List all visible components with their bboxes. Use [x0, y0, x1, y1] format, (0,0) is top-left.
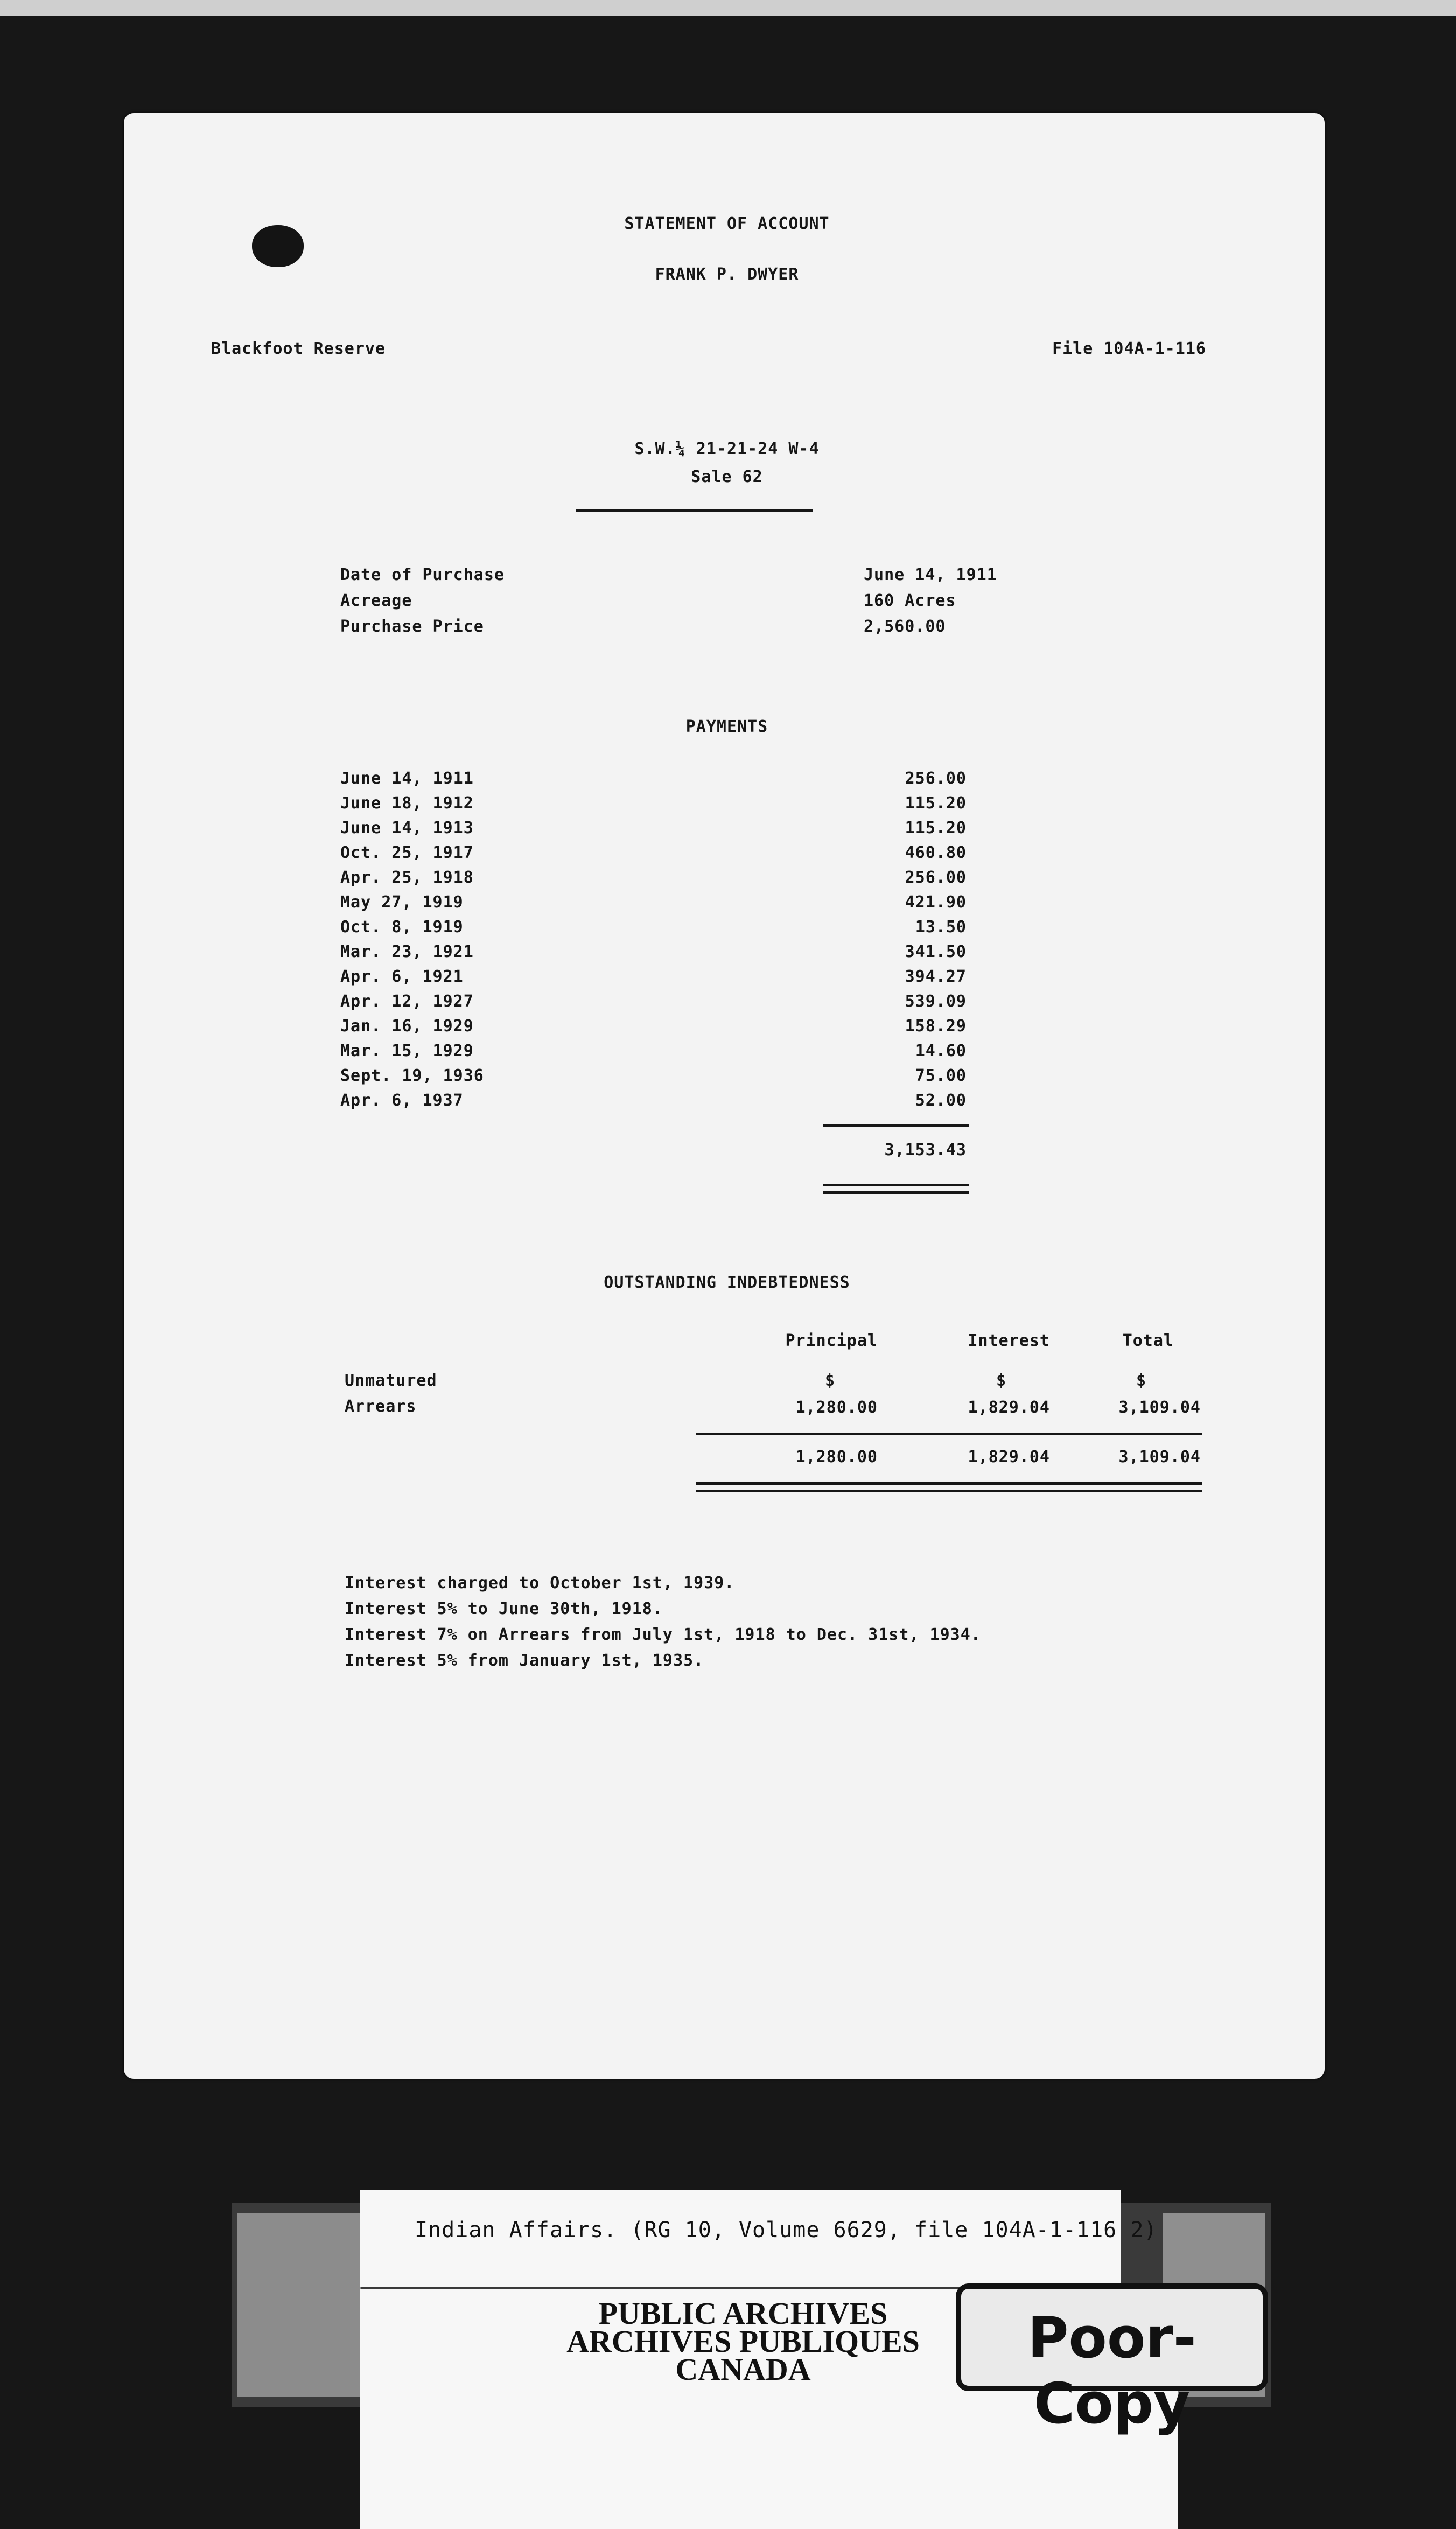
payments-subtotal-rule: [823, 1124, 969, 1127]
grand-total: 3,109.04: [1118, 1448, 1201, 1466]
purchase-label: Date of Purchase: [340, 565, 505, 584]
payment-amount: 421.90: [905, 893, 967, 912]
currency-symbol: $: [1136, 1371, 1147, 1390]
stamp-text: Poor-Copy: [1027, 2305, 1196, 2436]
archive-name-line: ARCHIVES PUBLIQUES: [566, 2324, 920, 2359]
interest-note: Interest 5% from January 1st, 1935.: [345, 1651, 704, 1670]
column-header-interest: Interest: [968, 1331, 1050, 1350]
document-title: STATEMENT OF ACCOUNT: [624, 214, 830, 233]
payment-amount: 460.80: [905, 843, 967, 862]
payment-date: June 14, 1911: [340, 769, 474, 788]
currency-symbol: $: [825, 1371, 836, 1390]
payment-amount: 539.09: [905, 992, 967, 1011]
purchase-value: 2,560.00: [864, 617, 946, 636]
payment-date: Apr. 25, 1918: [340, 868, 474, 887]
payments-total-double-rule: [823, 1184, 969, 1186]
payment-date: Jan. 16, 1929: [340, 1017, 474, 1036]
sale-number: Sale 62: [691, 467, 763, 486]
purchase-value: 160 Acres: [864, 591, 956, 610]
payment-amount: 52.00: [915, 1091, 967, 1110]
payment-amount: 115.20: [905, 794, 967, 813]
payments-total: 3,153.43: [884, 1141, 967, 1159]
purchase-label: Purchase Price: [340, 617, 484, 636]
payment-date: Oct. 8, 1919: [340, 918, 464, 937]
interest-note: Interest charged to October 1st, 1939.: [345, 1574, 735, 1592]
ink-blot: [252, 225, 304, 267]
legal-description: S.W.¼ 21-21-24 W-4: [634, 439, 820, 458]
account-holder-name: FRANK P. DWYER: [655, 265, 799, 284]
indebtedness-heading: OUTSTANDING INDEBTEDNESS: [604, 1273, 850, 1292]
interest-note: Interest 5% to June 30th, 1918.: [345, 1599, 663, 1618]
payment-amount: 115.20: [905, 819, 967, 837]
indebtedness-total-double-rule: [696, 1490, 1202, 1492]
payment-amount: 158.29: [905, 1017, 967, 1036]
total-amount: 3,109.04: [1118, 1398, 1201, 1417]
principal-amount: 1,280.00: [795, 1398, 878, 1417]
payment-date: Apr. 6, 1921: [340, 967, 464, 986]
poor-copy-stamp: [956, 2283, 1268, 2436]
payment-date: Apr. 12, 1927: [340, 992, 474, 1011]
purchase-label: Acreage: [340, 591, 412, 610]
purchase-value: June 14, 1911: [864, 565, 997, 584]
payment-date: Mar. 23, 1921: [340, 942, 474, 961]
file-number: File 104A-1-116: [1052, 339, 1206, 358]
indebtedness-row-label: Arrears: [345, 1397, 417, 1416]
payment-date: Mar. 15, 1929: [340, 1042, 474, 1060]
payment-amount: 256.00: [905, 868, 967, 887]
interest-note: Interest 7% on Arrears from July 1st, 1918 to Dec. 31st, 1934.: [345, 1625, 981, 1644]
payment-amount: 75.00: [915, 1066, 967, 1085]
archive-name-line: CANADA: [675, 2352, 811, 2387]
payment-date: Sept. 19, 1936: [340, 1066, 484, 1085]
payment-date: May 27, 1919: [340, 893, 464, 912]
principal-total: 1,280.00: [795, 1448, 878, 1466]
indebtedness-total-double-rule: [696, 1482, 1202, 1485]
interest-amount: 1,829.04: [968, 1398, 1050, 1417]
archive-name-line: PUBLIC ARCHIVES: [598, 2296, 888, 2331]
reserve-name: Blackfoot Reserve: [211, 339, 386, 358]
archive-label-edge: [237, 2213, 361, 2397]
film-edge: [0, 0, 1456, 16]
indebtedness-row-label: Unmatured: [345, 1371, 437, 1390]
payment-date: Oct. 25, 1917: [340, 843, 474, 862]
payment-amount: 394.27: [905, 967, 967, 986]
payment-amount: 341.50: [905, 942, 967, 961]
payments-total-double-rule: [823, 1191, 969, 1194]
column-header-principal: Principal: [785, 1331, 878, 1350]
payment-amount: 13.50: [915, 918, 967, 937]
interest-total: 1,829.04: [968, 1448, 1050, 1466]
archive-reference: Indian Affairs. (RG 10, Volume 6629, file 104A-1-116 2): [415, 2218, 1158, 2242]
payment-date: June 18, 1912: [340, 794, 474, 813]
indebtedness-subtotal-rule: [696, 1433, 1202, 1435]
payment-amount: 256.00: [905, 769, 967, 788]
column-header-total: Total: [1122, 1331, 1174, 1350]
currency-symbol: $: [996, 1371, 1007, 1390]
payment-date: June 14, 1913: [340, 819, 474, 837]
payment-amount: 14.60: [915, 1042, 967, 1060]
section-rule: [576, 509, 813, 512]
document-page: [124, 113, 1325, 2079]
payments-heading: PAYMENTS: [685, 717, 768, 736]
payment-date: Apr. 6, 1937: [340, 1091, 464, 1110]
